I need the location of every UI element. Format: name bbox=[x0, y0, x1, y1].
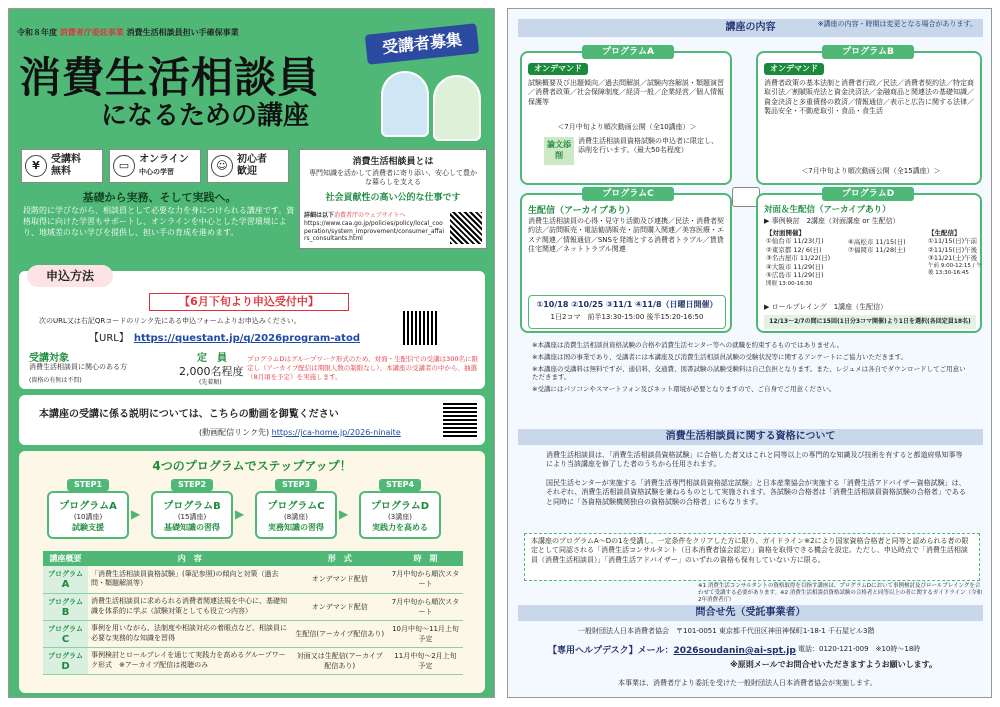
schedule-item: ③名古屋市 11/22(日) bbox=[766, 254, 831, 263]
helpdesk-line: 【専用ヘルプデスク】メール：2026soudanin@ai-spt.jp bbox=[548, 646, 796, 656]
step-arrow-icon: ▶ bbox=[131, 507, 141, 521]
program-d-live: 【生配信】 ①11/15(日)午前 ②11/15(日)午後 ③11/21(土)午後 午前 9:00-12:15 / 午後 13:30-16:45 bbox=[928, 229, 982, 276]
program-c-text: 消費生活相談員の心得・見守り活動及び連携／民法・消費者契約法／訪問販売・電話勧誘販売・訪問購入関連／美容医療・エステ関連／情報通信／SNSを発端とする消費者トラブル／賃貸住宅関連／ネットトラブル関連 bbox=[528, 217, 724, 254]
capacity-label: 定 員 bbox=[197, 353, 227, 364]
program-d-rp-dates: 12/13～2/7の間に15回(1日分3コマ開催)より1日を選択(各回定員18名) bbox=[764, 315, 976, 329]
video-qr-code[interactable] bbox=[443, 403, 477, 437]
schedule-item: ②東京都 12/ 6(日) bbox=[766, 245, 822, 254]
step-count: (15講座) bbox=[177, 513, 207, 521]
note-item: ※本講座の受講料は無料ですが、通信料、交通費、図書試験の試験受験料は自己負担となります。また、レジュメは各自でダウンロードしてご用意いただきます。 bbox=[532, 364, 966, 382]
note-item: ※本講座は国の事業であり、受講者には本講座及び消費生活相談員試験の受験状況等に関するアンケートにご協力いただきます。 bbox=[532, 352, 908, 361]
schedule-item: ①仙台市 11/23(月) bbox=[766, 237, 824, 246]
programs-table bbox=[43, 551, 463, 675]
step-desc: 実践力を高める bbox=[372, 523, 428, 532]
program-a-box bbox=[520, 47, 732, 185]
apply-period: 【6月下旬より申込受付中】 bbox=[149, 293, 349, 311]
step-desc: 試験支援 bbox=[72, 523, 104, 532]
what-text: 専門知識を活かして消費者に寄り添い、安心して豊かな暮らしを支える bbox=[309, 169, 477, 187]
steps-title: 4つのプログラムでステップアップ！ bbox=[152, 459, 352, 473]
flyer-front-page bbox=[8, 8, 495, 698]
program-b-box bbox=[756, 47, 982, 185]
program-a-schedule: ＜7月中旬より順次動画公開（全10講座）＞ bbox=[557, 123, 697, 131]
consultant-illustration-1 bbox=[381, 71, 429, 137]
step-card bbox=[47, 491, 129, 539]
consultant-illustration-2 bbox=[433, 75, 481, 141]
contact-header: 問合せ先（受託事業者） bbox=[518, 605, 983, 621]
program-c-box bbox=[520, 189, 732, 333]
lead-heading: 基礎から実務、そして実践へ。 bbox=[82, 191, 237, 204]
commission-label: 消費者庁委託事業 bbox=[59, 28, 124, 37]
header-line: 令和８年度 消費者庁委託事業 消費生活相談員担い手確保事業 bbox=[17, 28, 239, 37]
qual-footnote: ※1 消費生活コンサルタントの資格取得を目指す講座は、プログラムDにおいて事例検討及びロールプレイングを合わせて受講する必要があります。※2 消費生活相談員資格試験の合格者と同等以上の者に関するガイドライン（令和2年消費者庁） bbox=[698, 583, 983, 604]
step-tag: STEP4 bbox=[379, 479, 421, 491]
content-title: 講座の内容 bbox=[725, 22, 776, 33]
step-name: プログラムA bbox=[59, 501, 117, 512]
program-c-times: 1日2コマ 前半13:30-15:00 後半15:20-16:50 bbox=[550, 313, 704, 321]
detail-url[interactable]: https://www.caa.go.jp/policies/policy/local_cooperation/system_improvement/consumer_affairs_consultants.html bbox=[304, 219, 444, 243]
apply-url-line: 【URL】 https://questant.jp/q/2026program-atod bbox=[89, 333, 360, 344]
detail-info: 詳細は以下消費者庁のウェブサイトへ https://www.caa.go.jp/policies/policy/local_cooperation/system_improvement/consumer_affairs_consultants.html bbox=[304, 212, 444, 243]
video-section bbox=[19, 395, 485, 445]
program-c-dates: ①10/18 ②10/25 ③11/1 ④11/8（日曜日開催） bbox=[536, 300, 718, 309]
apply-title: 申込方法 bbox=[27, 265, 113, 287]
program-b-text: 消費者政策の基本法制と消費者行政／民法／消費者契約法／特定商取引法／割賦販売法と資金決済法／金融商品と関連法の基礎知識／資金決済と多重債務の救済／情報通信／表示と広告に関する法律／製品安全・不動産取引・食品・食生活 bbox=[764, 79, 974, 116]
capacity-desc: プログラムDはグループワーク形式のため、対面・生配信での受講は300名に限定し（アーカイブ配信は期限人数の制限なし）、本講座の受講者の中から、抽選（8月頃を予定）を実施します。 bbox=[247, 355, 479, 381]
schedule-item: ③11/21(土)午後 bbox=[928, 254, 978, 263]
step-card bbox=[151, 491, 233, 539]
apply-section bbox=[19, 271, 485, 389]
footer-text: 本事業は、消費者庁より委託を受けた一般財団法人日本消費者協会が実施します。 bbox=[618, 679, 877, 687]
program-d-item2: ▶ ロールプレイング 1講座（生配信） bbox=[764, 303, 888, 311]
program-c-tag: プログラムC bbox=[582, 187, 674, 201]
what-title: 消費生活相談員とは bbox=[352, 157, 434, 167]
what-emph: 社会貢献性の高い公的な仕事です bbox=[325, 192, 461, 203]
schedule-item: ④大阪市 11/29(日) bbox=[766, 262, 824, 271]
program-d-mode: 対面＆生配信（アーカイブあり） bbox=[764, 205, 891, 215]
schedule-item: ①11/15(日)午前 bbox=[928, 237, 978, 246]
step-name: プログラムB bbox=[163, 501, 221, 512]
feature-online: ▭ オンライン 中心の学習 bbox=[109, 149, 201, 183]
person-icon: ☺ bbox=[211, 155, 233, 177]
step-name: プログラムD bbox=[370, 501, 430, 512]
helpdesk-tel: 電話：0120-121-009 ※10時～18時 bbox=[798, 645, 921, 653]
apply-url-link[interactable]: https://questant.jp/q/2026program-atod bbox=[133, 333, 360, 344]
helpdesk-note: ※原則メールでお問合せいただきますようお願いします。 bbox=[730, 660, 937, 669]
lead-text: 段階的に学びながら、相談員として必要な力を身につけられる講座です。資格取得に向けた学習もサポートし、オンラインを中心とした学習環境により、地域差のない学びを提供し、担い手の育成を進めます。 bbox=[23, 206, 295, 237]
detail-link[interactable]: 消費者庁のウェブサイトへ bbox=[334, 212, 406, 219]
program-d-venues: 【対面開催】 ①仙台市 11/23(月) ②東京都 12/ 6(日) ③名古屋市 11/22(日) ④大阪市 11/29(日) ⑤広島市 11/29(日) 開催 13:00-16:30 bbox=[766, 229, 936, 288]
recruit-badge: 受講者募集 bbox=[365, 23, 480, 65]
main-subtitle: になるための講座 bbox=[101, 101, 310, 131]
qual-note: (資格の有無は不問) bbox=[29, 377, 82, 384]
content-header bbox=[518, 19, 983, 37]
program-a-mode: オンデマンド bbox=[528, 63, 588, 75]
qual-consultant-box: 本講座のプログラムA～Dの1を受講し、一定条件をクリアした方に限り、ガイドライン※2により国家資格合格者と同等と認められる者の限定として同認される「消費生活コンサルタント（日本消費者協会認定）」資格を取得できる機会を設定。ただし、申込時点で「消費生活相談員（消費生活相談員）」「消費生活アドバイザー」のいずれの資格も保有していない方に限る。 bbox=[524, 533, 980, 581]
program-a-text: 試験概要及び出題傾向／過去問解説／試験内容解説・類題演習／消費者政策／社会保障制度／経済一般／企業経営／個人情報保護等 bbox=[528, 79, 724, 106]
notes-list bbox=[532, 341, 972, 397]
apply-text: 次のURL又は右記QRコードのリンク先にある申込フォームよりお申込みください。 bbox=[39, 317, 301, 325]
apply-qr-code[interactable] bbox=[403, 311, 437, 345]
step-count: (8講座) bbox=[284, 513, 308, 521]
step-desc: 実務知識の習得 bbox=[268, 523, 324, 532]
content-note: ※講座の内容・時期は変更となる場合があります。 bbox=[817, 20, 977, 28]
video-link[interactable]: https://jca-home.jp/2026-ninaite bbox=[271, 428, 401, 437]
schedule-item: ⑤広島市 11/29(日) bbox=[766, 271, 824, 280]
program-d-box bbox=[756, 189, 982, 333]
feature-free: ¥ 受講料 無料 bbox=[21, 149, 103, 183]
note-item: ※本講座は消費生活相談員資格試験の合格や消費生活センター等への就職を約束するものではありません。 bbox=[532, 341, 844, 349]
program-row: プログラム D 事例検討とロールプレイを通じて実践力を高めるグループワーク形式 ※アーカイブ配信は視聴のみ 対面又は生配信(アーカイブ配信あり) 11月中旬～2月上旬 予定 bbox=[43, 647, 463, 674]
video-text: 本講座の受講に係る説明については、こちらの動画を御覧ください bbox=[39, 409, 339, 420]
capacity-note: (先着順) bbox=[199, 379, 222, 386]
program-b-mode: オンデマンド bbox=[764, 63, 824, 75]
th-overview: 講座概要 bbox=[43, 551, 88, 566]
helpdesk-mail[interactable]: 2026soudanin@ai-spt.jp bbox=[673, 646, 796, 656]
program-b-schedule: ＜7月中旬より順次動画公開（全15講座）＞ bbox=[801, 167, 941, 175]
step-card bbox=[255, 491, 337, 539]
th-format: 形 式 bbox=[292, 551, 388, 566]
qual-paragraph-1: 消費生活相談員は、「消費生活相談員資格試験」に合格した者又はこれと同等以上の専門的な知識及び技術を有すると都道府県知事等により当該講座を修了した者のうちから任用されます。 bbox=[546, 451, 963, 469]
schedule-item: ⑥高松市 11/15(日) bbox=[848, 238, 906, 246]
qual-label: 受講対象 bbox=[29, 353, 69, 364]
program-d-item1: ▶ 事例検討 2講座（対面講座 or 生配信） bbox=[764, 217, 900, 225]
flyer-back-page bbox=[507, 8, 992, 698]
step-card bbox=[359, 491, 441, 539]
step-name: プログラムC bbox=[267, 501, 325, 512]
step-arrow-icon: ▶ bbox=[339, 507, 349, 521]
th-content: 内 容 bbox=[88, 551, 292, 566]
program-d-tag: プログラムD bbox=[822, 187, 914, 201]
step-tag: STEP2 bbox=[171, 479, 213, 491]
program-row: プログラム A 「消費生活相談員資格試験」(筆記参照)の傾向と対策（過去問・類題解説等） オンデマンド配信 7月中旬から順次スタート bbox=[43, 566, 463, 593]
step-arrow-icon: ▶ bbox=[235, 507, 245, 521]
what-is-box bbox=[299, 149, 487, 249]
note-item: ※受講にはパソコンやスマートフォン及びネット環境が必要となりますので、ご自身でご用意ください。 bbox=[532, 385, 836, 394]
program-c-dates-box bbox=[528, 295, 726, 329]
essay-label: 論文添削 bbox=[544, 137, 574, 165]
step-count: (3講座) bbox=[388, 513, 412, 521]
contact-org: 一般財団法人日本消費者協会 〒101-0051 東京都千代田区神田神保町1-18-1 千石屋ビル3階 bbox=[578, 627, 875, 635]
step-tag: STEP1 bbox=[67, 479, 109, 491]
program-row: プログラム B 消費生活相談員に求められる消費者関連法規を中心に、基礎知識を体系的に学ぶ（試験対策としても役立つ内容） オンデマンド配信 7月中旬から順次スタート bbox=[43, 593, 463, 620]
program-b-tag: プログラムB bbox=[822, 45, 914, 59]
schedule-item: ⑦福岡市 11/28(土) bbox=[848, 246, 906, 255]
program-a-tag: プログラムA bbox=[582, 45, 674, 59]
capacity-value: 2,000名程度 bbox=[179, 365, 244, 378]
step-count: (10講座) bbox=[73, 513, 103, 521]
schedule-item: ②11/15(日)午後 bbox=[928, 245, 978, 254]
video-link-line: (動画配信リンク先) https://jca-home.jp/2026-ninaite bbox=[199, 428, 401, 437]
program-row: プログラム C 事例を用いながら、法制度や相談対応の着眼点など、相談員に必要な実務的な知識を習得 生配信(アーカイブ配信あり) 10月中旬～11月上旬 予定 bbox=[43, 620, 463, 647]
essay-text: 消費生活相談員資格試験の申込者に限定し、添削を行います。（最大50名程度） bbox=[578, 137, 718, 155]
wallet-icon: ¥ bbox=[25, 155, 47, 177]
qual-text: 消費生活相談員に関心のある方 bbox=[29, 363, 127, 371]
step-tag: STEP3 bbox=[275, 479, 317, 491]
programs-section bbox=[19, 451, 485, 693]
program-c-mode: 生配信（アーカイブあり） bbox=[528, 206, 636, 216]
qual-paragraph-2: 国民生活センターが実施する「消費生活専門相談員資格認定試験」と日本産業協会が実施する「消費生活アドバイザー資格試験」は、それぞれ、消費生活相談員資格試験を兼ねるものとして実施されます。各試験の合格者は「消費生活相談員資格試験の合格者」であると同時に「各資格試験機関独自の資格試験の合格者」にもなります。 bbox=[546, 479, 966, 506]
qual-header: 消費生活相談員に関する資格について bbox=[518, 429, 983, 445]
main-title: 消費生活相談員 bbox=[19, 53, 321, 102]
detail-qr-code[interactable] bbox=[450, 212, 482, 244]
feature-beginner: ☺ 初心者 歓迎 bbox=[207, 149, 289, 183]
laptop-icon: ▭ bbox=[113, 155, 135, 177]
step-desc: 基礎知識の習得 bbox=[164, 523, 220, 532]
th-period: 時 期 bbox=[388, 551, 463, 566]
program-d-venues-2 bbox=[848, 238, 928, 255]
